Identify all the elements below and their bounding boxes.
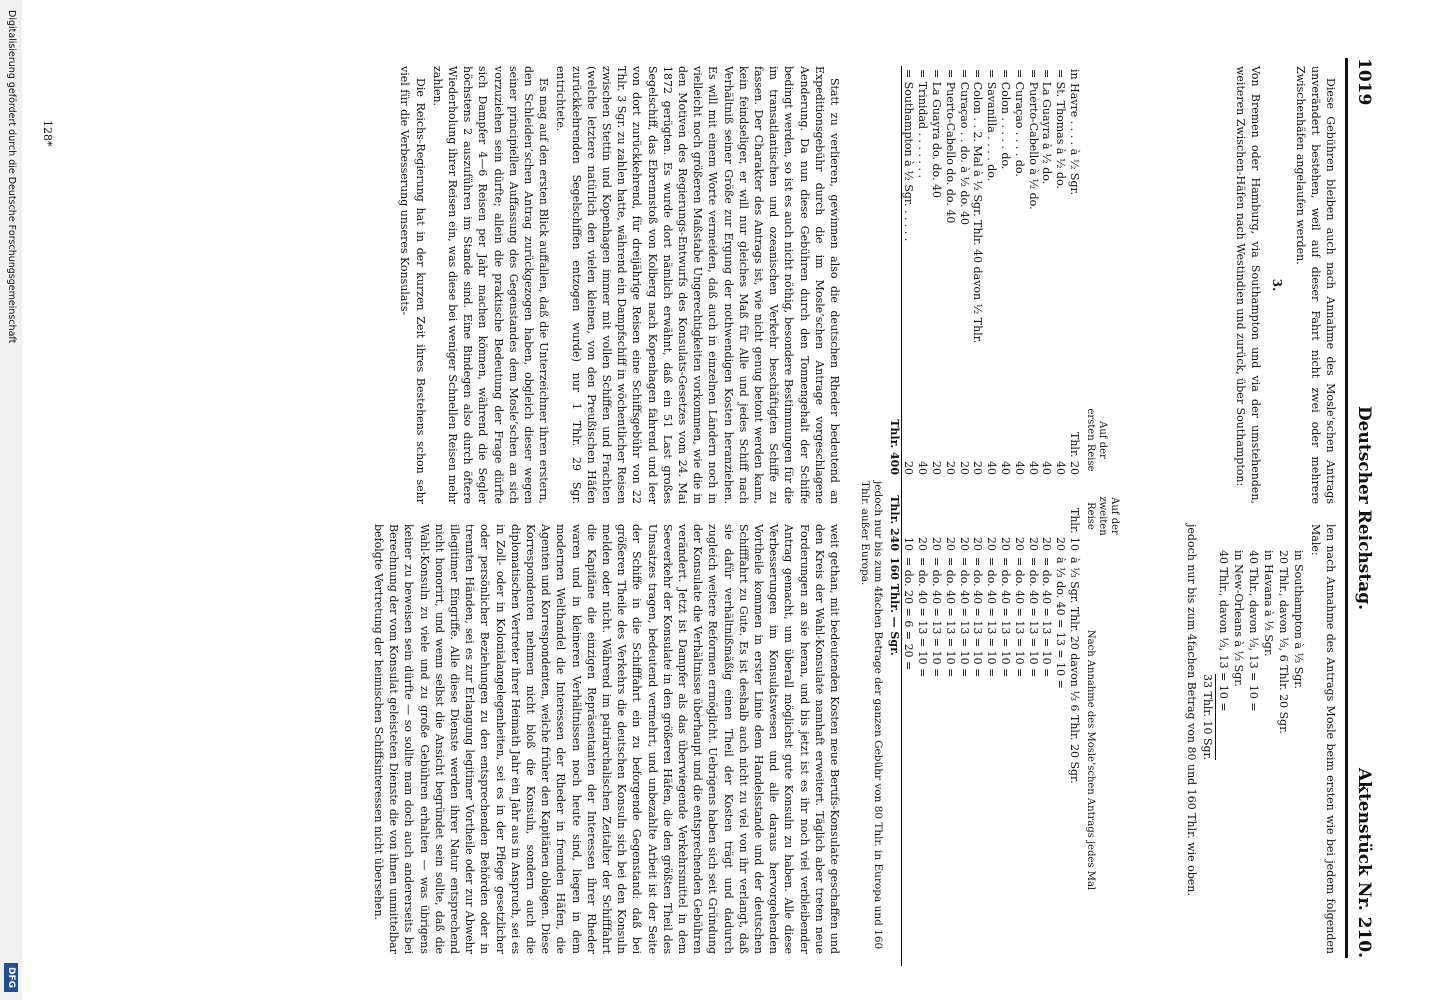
cell-mosle: = do. 40 = 13 = 10 = xyxy=(957,557,971,678)
cell-second: 20 xyxy=(957,537,971,551)
footer-credit: Digitalisierung gefördert durch die Deutsche Forschungsgemeinschaft xyxy=(6,10,17,344)
fee-line: in Southampton à ⅓ Sgr. xyxy=(1291,550,1305,689)
fee-total: 33 Thlr. 10 Sgr. xyxy=(1200,674,1214,761)
section-number: 3. xyxy=(1270,278,1285,292)
cell-place: = St. Thomas à ½ do. xyxy=(1054,69,1068,190)
cell-mosle: = do. 20 = 6 = 20 = xyxy=(902,557,916,671)
cell-second: 20 xyxy=(971,537,985,551)
cell-mosle: = do. 40 = 13 = 10 = xyxy=(1012,557,1026,678)
right-paragraph-2: jedoch nur bis zum 4fachen Betrag von 80 und 160 Thlr. wie oben. xyxy=(1185,524,1199,896)
cell-place: = Southampton à ½ Sgr. . . . . . xyxy=(902,69,916,242)
cell-place: = Savanilla . . . . do. xyxy=(985,69,999,182)
header-page-number: 1019 xyxy=(1354,58,1374,106)
cell-first: 20 xyxy=(957,461,971,475)
fee-line: 40 Thlr., davon ⅓, 13 = 10 = xyxy=(1216,550,1230,712)
table-row xyxy=(1067,66,1081,966)
cell-place: = Puerto-Cabello à ½ do. xyxy=(1026,69,1040,210)
cell-first: 40 xyxy=(1012,461,1026,475)
table-row xyxy=(929,66,943,966)
cell-place: = Colon . . . . . do. xyxy=(999,69,1013,170)
table-row xyxy=(915,66,929,966)
col-header-place xyxy=(1081,66,1120,402)
left-paragraph-3: Es mag auf den ersten Blick auffallen, daß die Unterzeichner ihren erstern, den Schleiden’schen Antrag zurückgezogen haben, obgleich dieser wegen seiner principiellen Auffassung des Gegenstandes dem Mosle’schen an sich vorzuziehen sein dürfte; allein die praktische Bedeutung der Frage dürfte sich Dampfer 4—6 Reisen per Jahr machen können, während die Segler höchstens 2 auszuführen im Stande sind. Eine Bindegen also durch öftere Wiederholung ihrer Reisen ein, was diese bei weniger Schnellen Reisen mehr zahlen. xyxy=(430,66,551,504)
cell-mosle: = do. 40 = 13 = 10 = xyxy=(1040,557,1054,678)
right-column-top xyxy=(1182,524,1338,954)
fee-line: in New-Orleans à ⅓ Sgr. xyxy=(1231,550,1245,687)
cell-second: 20 xyxy=(943,537,957,551)
header-title: Deutscher Reichstag. xyxy=(1354,405,1374,611)
total-place xyxy=(887,66,901,402)
cell-second: 20 xyxy=(1026,537,1040,551)
right-paragraph-3: weit gethan, mit bedeutenden Kosten neue Berufs-Konsulate geschaffen und den Kreis der Wahl-Konsulate namhaft erweitert. Täglich aber treten neue Forderungen an sie heran, und bis jetzt ist es ihr noch viel verbleibender Antrag gemacht, um überall möglichst gute Konsuln zu haben. Alle diese Verbesserungen im Konsulatswesen und alle daraus hervorgehenden Vortheile kommen in erster Linie dem Handelsstande und der deutschen Schifffahrt zu Gute. Es ist deshalb auch nicht zu viel von ihr verlangt, daß sie dafür verhältnißmäßig einen Theil der Kosten trägt und dadurch zugleich weitere Reformen ermöglicht. Uebrigens haben sich seit Gründung der Konsulate die Verhältnisse überhaupt und die entsprechenden Gebühren verändert. Jetzt ist Dampfer als das überwiegende Verkehrsmittel in dem Seeverkehr der Konsulate in den größeren Häfen, die den größten Theil des Umsatzes tragen, bedeutend vermehrt, und unbezahlte Arbeit ist der Seite der Schiffe in die Schifffahrt ein zu beforgende Gegenstand: daß bei größeren Theile des Verkehrs die deutschen Konsuln sich bei den Konsuln melden oder nicht. Während im patriarchalischen Zeitalter der Schifffahrt die Kapitäne die einzigen Repräsentanten der Interessen ihrer Rheder waren und in kleineren Verhältnissen noch heute sind, liegen in dem modernen Welthandel die Interessen der Rheder in fremden Häfen, die Agenten und Korrespondenten, welche früher den Kapitänen oblagen. Diese Korrespondenten nehmen nicht bloß die Konsuln, sondern auch die diplomatischen Vertreter ihrer Heimath Jahr ein Jahr aus in Anspruch, sei es in Zoll- oder in Kolonialangelegenheiten, sei es in der Pflege gesetzlicher oder persönlicher Beziehungen zu den entsprechenden Behörden oder in trennten Händen, sei es zur Erlangung legitimer Vortheile oder zur Abwehr illegitimer Eingriffe. Alle diese Dienste werden ihrer Natur entsprechend nicht honorirt, und wenn selbst die Ansicht begründet sein sollte, daß die Wahl-Konsuln zu viele und zu große Gebühren erhalten — was übrigens keiner zu beweisen sein dürfte — so sollte man doch auch andererseits bei Berechnung der vom Konsulat geleisteten Dienste die von ihnen unmittelbar befolgte Vertretung der heimischen Schiffsinteressen nicht übersehen. xyxy=(371,524,841,954)
cell-mosle: = do. 40 = 13 = 10 = xyxy=(943,557,957,678)
col-header-second-trip: Auf der zweiten Reise xyxy=(1085,496,1120,536)
cell-mosle: à ⅓ do. 40 = 13 = 10 = xyxy=(1054,557,1068,689)
fee-line: 40 Thlr., davon ⅓, 13 = 10 = xyxy=(1246,550,1260,712)
cell-place: = Puerto-Cabello do. do. 40 xyxy=(943,69,957,224)
rates-table xyxy=(858,66,1120,966)
route-intro: Von Bremen oder Hamburg, via Southampton und via der umstehenden, weiteren Zwischen-Häfen nach Westindien und zurück, über Southampton: xyxy=(1234,66,1263,504)
cell-place: = La Guayra à ½ do. xyxy=(1040,69,1054,185)
table-row xyxy=(943,66,957,966)
cell-place: = La Guayra do. do. 40 xyxy=(930,69,944,198)
col-header-mosle: Nach Annahme des Mosle’schen Antrags jedes Mal xyxy=(1085,629,1096,891)
table-row xyxy=(901,66,915,966)
col-header-first-trip: Auf der ersten Reise xyxy=(1085,408,1108,472)
cell-first: 20 xyxy=(902,461,916,475)
left-paragraph-4: Die Reichs-Regierung hat in der kurzen Zeit ihres Bestehens schon sehr viel für die Verbesserung unseres Konsulats- xyxy=(398,66,427,504)
cell-second: 20 xyxy=(999,537,1013,551)
table-row xyxy=(984,66,998,966)
cell-first: 40 xyxy=(985,461,999,475)
cell-place: = Curaçao . . do. à ½ do. 40 xyxy=(957,69,971,225)
cell-mosle: = do. 40 = 13 = 10 = xyxy=(985,557,999,678)
table-note: jedoch nur bis zum 4fachen Betrage der ganzen Gebühr von 80 Thlr. in Europa und 160 Thlr. außer Europa. xyxy=(858,481,884,950)
header-appendix: Aktenstück Nr. 210. xyxy=(1354,767,1374,958)
cell-first: 40 xyxy=(916,461,930,475)
cell-mosle: = do. 40 = 13 = 10 = xyxy=(1026,557,1040,678)
cell-mosle: = do. 40 = 13 = 10 = xyxy=(999,557,1013,678)
signature-page-number: 128* xyxy=(41,120,54,147)
left-column-top xyxy=(1227,66,1338,504)
cell-first: Thlr. 20 xyxy=(1068,432,1081,475)
cell-first: 20 xyxy=(943,461,957,475)
cell-first: 40 xyxy=(1026,461,1040,475)
table-row xyxy=(957,66,971,966)
table-note-row xyxy=(858,66,887,966)
cell-mosle: = do. 40 = 13 = 10 = xyxy=(971,557,985,678)
table-row xyxy=(998,66,1012,966)
table-row xyxy=(971,66,985,966)
cell-second: 20 xyxy=(985,537,999,551)
table-row xyxy=(1040,66,1054,966)
cell-first: 20 xyxy=(930,461,944,475)
cell-mosle: à ⅓ Sgr. Thlr. 20 davon ⅓ 6 Thlr. 20 Sgr. xyxy=(1068,557,1081,784)
cell-second: 20 xyxy=(1012,537,1026,551)
right-paragraph-1: len nach Annahme des Antrags Mosle beim ersten wie bei jedem folgenden Male: xyxy=(1308,524,1337,954)
cell-place: = Trinidad . . . . . . . xyxy=(916,69,930,179)
cell-second: 20 xyxy=(1054,537,1068,551)
cell-first: 40 xyxy=(1054,461,1068,475)
cell-first: 20 xyxy=(971,461,985,475)
table-header-row xyxy=(1081,66,1120,966)
cell-place: = Curaçao . . . . do. xyxy=(1012,69,1026,177)
table-total-row xyxy=(887,66,901,966)
left-paragraph-1: Diese Gebühren bleiben auch nach Annahme des Mosle’schen Antrags unverändert bestehen, weil auf dieser Fahrt nicht zwei oder mehrere Zwischenhäfen angelaufen werden. xyxy=(1293,66,1337,504)
cell-first: 40 xyxy=(1040,461,1054,475)
digitization-footer xyxy=(0,0,22,1000)
cell-mosle: = do. 40 = 13 = 10 = xyxy=(930,557,944,678)
table-row xyxy=(1053,66,1067,966)
left-column-bottom xyxy=(395,66,842,504)
left-paragraph-2: Statt zu verlieren, gewinnen also die deutschen Rheder bedeutend an Expeditionsgebühr durch die im Mosle’schen Antrage vorgeschlagene Aenderung. Da nun diese Gebühren durch den Tonnengehalt der Schiffe bedingt werden, so ist es auch nicht nöthig, besondere Bestimmungen für die im transatlantischen und ozeanischen Verkehr beschäftigten Schiffe zu fassen. Der Charakter des Antrags ist, wie nicht genug betont werden kann, kein feindseliger, er will nur gleiches Maß für Alle und jedes Schiff nach Verhältniß seiner Größe zur Ergung der nothwendigen Kosten heranziehen. Es will mit einem Worte vermeiden, daß auch in einzelnen Ländern noch in vielleicht noch größeren Maßstabe Ungerechtigkeiten vorkommen, wie die in den Motiven des Regierungs-Entwurfs des Konsulats-Gesetzes vom 24. Mai 1872 gerügten. Es wurde dort nämlich erwähnt, daß ein 51 Last großes Segelschiff, das Ebrennstoß von Kolberg nach Kopenhagen fahrend und leer von dort zurückkehrend, für dreijährige Reisen eine Schiffsgebühr von 22 Thlr. 3 Sgr. zu zahlen hatte, während ein Dampfschiff in wöchentlicher Reisen zwischen Stettin und Kopenhagen immer mit vollen Schiffen und Frachten (welche letztere natürlich den vielen kleinen, von den Preußischen Häfen zurückkehrenden Segelschiffen entzogen wurde) nur 1 Thlr. 29 Sgr. entrichtete. xyxy=(554,66,841,504)
cell-second: 20 xyxy=(916,537,930,551)
page-header xyxy=(1345,58,1374,958)
cell-second: 10 xyxy=(902,537,916,551)
right-column-bottom xyxy=(369,524,842,954)
total-second: Thlr. 240 xyxy=(887,478,901,554)
dfg-logo: DFG xyxy=(4,963,18,992)
cell-place: in Havre . . . . à ½ Sgr. xyxy=(1068,69,1081,196)
cell-second: 20 xyxy=(930,537,944,551)
fee-line: in Havana à ⅓ Sgr. xyxy=(1261,550,1275,657)
cell-second: 20 xyxy=(1040,537,1054,551)
total-first: Thlr. 400 xyxy=(887,402,901,478)
total-mosle: 160 Thlr. — Sgr. xyxy=(887,554,901,966)
fee-line: 20 Thlr., davon ⅓, 6 Thlr. 20 Sgr. xyxy=(1276,550,1290,734)
cell-second: Thlr. 10 xyxy=(1068,508,1081,551)
cell-mosle: = do. 40 = 13 = 10 = xyxy=(916,557,930,678)
cell-place: = Colon . . 2. Mal à ½ Sgr. Thlr. 40 davon ½ Thlr. xyxy=(971,69,985,344)
table-row xyxy=(1026,66,1040,966)
table-row xyxy=(1012,66,1026,966)
cell-first: 40 xyxy=(999,461,1013,475)
